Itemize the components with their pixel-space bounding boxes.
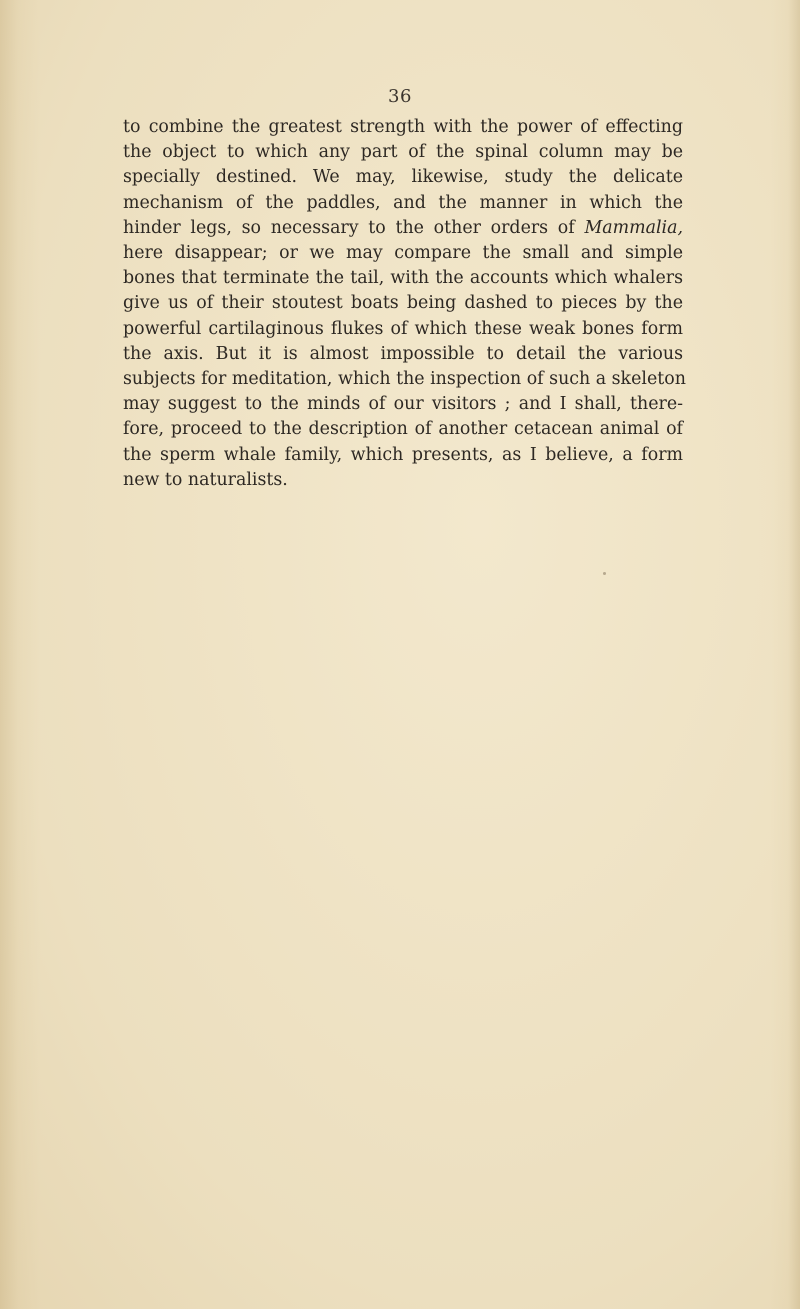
paper-spot bbox=[603, 572, 606, 575]
text-line: the object to which any part of the spinal column may be bbox=[123, 142, 683, 163]
text-line: fore, proceed to the description of another cetacean animal of bbox=[123, 419, 683, 440]
text-line-with-emphasis bbox=[123, 216, 683, 241]
text-line: powerful cartilaginous flukes of which these weak bones form bbox=[123, 318, 683, 339]
text-line: the sperm whale family, which presents, as I believe, a form bbox=[123, 444, 683, 465]
text-line: specially destined. We may, likewise, study the delicate bbox=[123, 167, 683, 188]
text-line: here disappear; or we may compare the small and simple bbox=[123, 243, 683, 264]
text-line: mechanism of the paddles, and the manner in which the bbox=[123, 192, 683, 213]
text-line: give us of their stoutest boats being dashed to pieces by the bbox=[123, 293, 683, 314]
emphasis-mammalia: Mammalia, bbox=[584, 217, 683, 238]
body-paragraph bbox=[123, 115, 686, 493]
text-line: subjects for meditation, which the inspection of such a skeleton bbox=[123, 369, 686, 390]
text-line: to combine the greatest strength with the power of effecting bbox=[123, 117, 683, 137]
text-line-part: hinder legs, so necessary to the other orders of bbox=[123, 217, 575, 238]
text-line: the axis. But it is almost impossible to detail the various bbox=[123, 343, 683, 364]
page-number: 36 bbox=[388, 86, 412, 107]
text-line-last: new to naturalists. bbox=[123, 469, 288, 490]
text-line: bones that terminate the tail, with the accounts which whalers bbox=[123, 268, 683, 289]
text-line: may suggest to the minds of our visitors ; and I shall, there- bbox=[123, 394, 683, 415]
